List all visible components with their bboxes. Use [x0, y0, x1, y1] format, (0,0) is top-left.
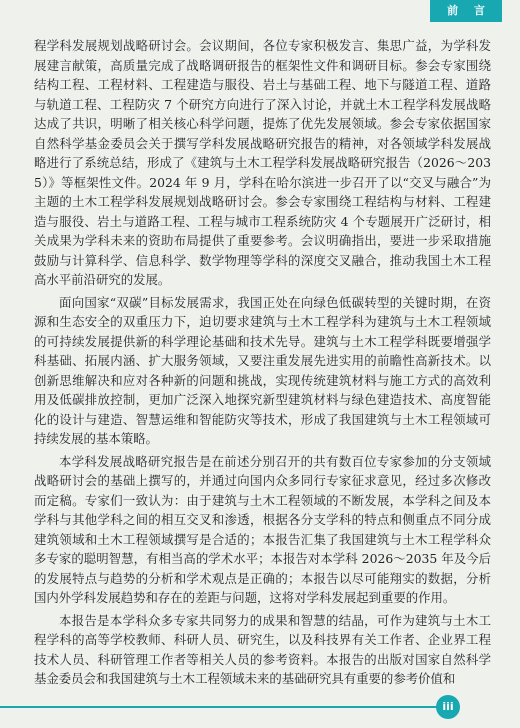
body-paragraph: 面向国家“双碳”目标发展需求，我国正处在向绿色低碳转型的关键时期，在资源和生态安全的双重压力下，迫切要求建筑与土木工程学科为建筑与土木工程领域的可持续发展提供新的科学理论基础和技术先导。建筑与土木工程学科既要增强学科基础、拓展内涵、扩大服务领域，又要注重发展先进实用的前瞻性高新技术。以创新思维解决和应对各种新的问题和挑战，实现传统建筑材料与施工方式的高效利用及低碳排放控制，更加广泛深入地探究新型建筑材料与绿色建造技术、高度智能化的设计与建造、智慧运维和智能防灾等技术，形成了我国建筑与土木工程领域可持续发展的基本策略。: [34, 294, 491, 446]
footer-rule: [0, 706, 438, 708]
document-body: [34, 36, 491, 692]
body-paragraph: 程学科发展规划战略研讨会。会议期间，各位专家积极发言、集思广益，为学科发展建言献策，高质量完成了战略调研报告的框架性文件和调研目标。参会专家围绕结构工程、工程材料、工程建造与服役、岩土与基础工程、地下与隧道工程、道路与轨道工程、工程防灾 7 个研究方向进行了深入讨论，并就土木工程学科发展战略达成了共识，明晰了相关核心科学问题，提炼了优先发展领域。参会专家依据国家自然科学基金委员会关于撰写学科发展战略研究报告的精神，对各领域学科发展战略进行了系统总结，形成了《建筑与土木工程学科发展战略研究报告（2026～2035）》等框架性文件。2024 年 9 月，学科在哈尔滨进一步召开了以“交叉与融合”为主题的土木工程学科发展规划战略研讨会。参会专家围绕工程结构与材料、工程建造与服役、岩土与道路工程、工程与城市工程系统防灾 4 个专题展开广泛研讨，相关成果为学科未来的资助布局提供了重要参考。会议明确指出，要进一步采取措施鼓励与计算科学、信息科学、数学物理等学科的深度交叉融合，推动我国土木工程高水平前沿研究的发展。: [34, 38, 491, 287]
body-paragraph: 本报告是本学科众多专家共同努力的成果和智慧的结晶，可作为建筑与土木工程学科的高等学校教师、科研人员、研究生，以及科技界有关工作者、企业界工程技术人员、科研管理工作者等相关人员的参考资料。本报告的出版对国家自然科学基金委员会和我国建筑与土木工程领域未来的基础研究具有重要的参考价值和: [34, 612, 491, 686]
page-footer: [0, 688, 520, 728]
page-header: [0, 0, 520, 22]
section-title-tab: 前 言: [430, 0, 502, 22]
body-paragraph: 本学科发展战略研究报告是在前述分别召开的共有数百位专家参加的分支领域战略研讨会的基础上撰写的，并通过向国内众多同行专家征求意见，经过多次修改而定稿。专家们一致认为：由于建筑与土木工程领域的不断发展，本学科之间及本学科与其他学科之间的相互交叉和渗透，根据各分支学科的特点和侧重点不同分成建筑领域和土木工程领域撰写是合适的；本报告汇集了我国建筑与土木工程学科众多专家的聪明智慧，有相当高的学术水平；本报告对本学科 2026～2035 年及今后的发展特点与趋势的分析和学术观点是正确的；本报告以尽可能翔实的数据，分析国内外学科发展趋势和存在的差距与问题，这将对学科发展起到重要的作用。: [34, 453, 491, 605]
page-number-badge: iii: [436, 695, 460, 719]
